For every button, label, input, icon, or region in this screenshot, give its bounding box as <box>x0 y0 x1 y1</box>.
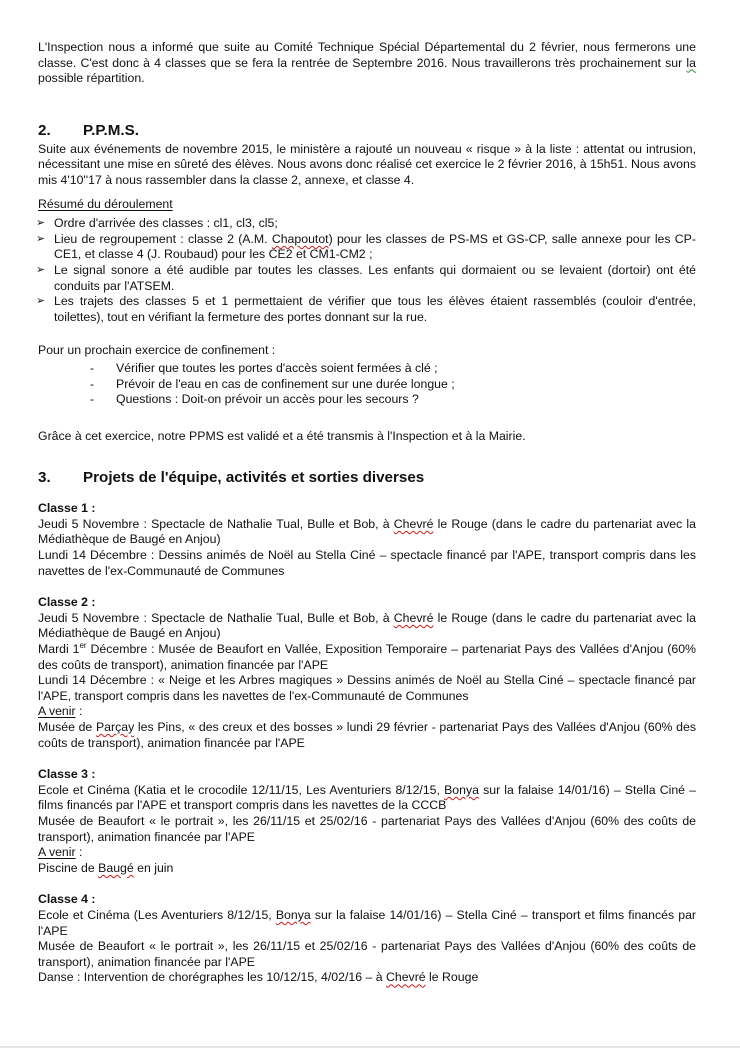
ordinal-superscript: er <box>79 640 87 650</box>
line-text: Piscine de <box>38 860 99 875</box>
classe-2-title: Classe 2 : <box>38 595 96 610</box>
a-venir-label <box>38 845 696 861</box>
bullet-text: Le signal sonore a été audible par toutes les classes. Les enfants qui dormaient ou se levaient (dortoir) ont été conduits par l'ATSEM. <box>54 262 696 293</box>
arrow-bullet-icon: ➢ <box>36 232 46 245</box>
bullet-text: Les trajets des classes 5 et 1 permettaient de vérifier que tous les élèves étaient rassemblés (couloir d'entrée, toilettes), tout en vérifiant la fermeture des portes donnant sur la rue. <box>54 294 696 324</box>
classe-3-line: Musée de Beaufort « le portrait », les 26/11/15 et 25/02/16 - partenariat Pays des Vallées d'Anjou (60% des coûts de transport), animation financée par l'APE <box>38 813 696 844</box>
line-text: Jeudi 5 Novembre : Spectacle de Nathalie Tual, Bulle et Bob, à <box>38 516 394 531</box>
bullet-item <box>38 263 696 294</box>
dash-item-text: Vérifier que toutes les portes d'accès soient fermées à clé ; <box>116 360 438 375</box>
spell-flagged-word: Bonya <box>444 782 479 797</box>
spell-flagged-word: Parçay <box>95 720 135 734</box>
spell-flagged-word: Bonya <box>275 907 311 922</box>
dash-item-text: Questions : Doit-on prévoir un accès pour les secours ? <box>116 392 419 407</box>
classe-4-title: Classe 4 : <box>38 892 96 907</box>
line-text: en juin <box>133 860 174 875</box>
a-venir-text: A venir <box>38 845 76 860</box>
next-exercise-title: Pour un prochain exercice de confinement : <box>38 343 276 358</box>
classe-2-line <box>38 720 696 751</box>
classe-4-line: Musée de Beaufort « le portrait », les 26/11/15 et 25/02/16 - partenariat Pays des Vallées d'Anjou (60% des coûts de transport), animation financée par l'APE <box>38 939 696 969</box>
classe-1-line: Lundi 14 Décembre : Dessins animés de Noël au Stella Ciné – spectacle financé par l'APE, transport compris dans les navettes de l'ex-Communauté de Communes <box>38 548 696 578</box>
a-venir-colon: : <box>75 704 83 719</box>
classe-3-title: Classe 3 : <box>38 767 96 782</box>
next-exercise-list <box>38 361 696 408</box>
a-venir-colon: : <box>75 845 83 860</box>
arrow-bullet-icon: ➢ <box>36 263 46 276</box>
classe-3-line <box>38 861 696 877</box>
line-text: Musée de <box>38 720 96 734</box>
line-text: Danse : Intervention de chorégraphes les 10/12/15, 4/02/16 – à <box>38 970 386 985</box>
dash-item <box>90 377 696 393</box>
intro-paragraph <box>38 40 696 87</box>
section-number: 3. <box>38 469 51 487</box>
line-text: Mardi 1 <box>38 642 80 657</box>
bullet-item <box>38 232 696 263</box>
dash-item <box>90 361 696 377</box>
bullet-text: Ordre d'arrivée des classes : cl1, cl3, cl5; <box>54 216 278 231</box>
line-text: Ecole et Cinéma (Les Aventuriers 8/12/15, <box>38 907 276 922</box>
bullet-text: ) pour les classes de PS-MS et GS-CP, salle annexe pour les CP-CE1, et classe 4 (J. Roubaud) pour les CE2 et CM1-CM2 ; <box>54 231 696 262</box>
grammar-flagged-word: la <box>686 55 696 70</box>
section-title: Projets de l'équipe, activités et sorties diverses <box>83 469 425 487</box>
a-venir-label <box>38 704 696 720</box>
classe-1-title: Classe 1 : <box>38 501 96 516</box>
classe-2-line <box>38 611 696 642</box>
arrow-bullet-icon: ➢ <box>36 295 46 308</box>
section-number: 2. <box>38 121 51 139</box>
line-text: Ecole et Cinéma (Katia et le crocodile 12/11/15, Les Aventuriers 8/12/15, <box>38 782 445 797</box>
section-heading-projects <box>38 468 696 487</box>
page-bottom-divider <box>0 1046 740 1048</box>
line-text: sur la falaise 14/01/16) – Stella Ciné – films financés par l'APE et transport compris dans les navettes de la CCCB <box>38 782 696 813</box>
line-text: Jeudi 5 Novembre : Spectacle de Nathalie Tual, Bulle et Bob, à <box>38 610 394 625</box>
spell-flagged-word: Baugé <box>98 860 134 875</box>
spell-flagged-word: Chevré <box>385 970 426 985</box>
intro-text-start: L'Inspection nous a informé que suite au Comité Technique Spécial Départemental du 2 février, nous fermerons une classe. C'est donc à 4 classes que se fera la rentrée de Septembre 2016. Nous travaillerons très prochainement sur <box>38 40 696 70</box>
classe-2-line: Lundi 14 Décembre : « Neige et les Arbres magiques » Dessins animés de Noël au Stella Ciné – spectacle financé par l'APE, transport compris dans les navettes de l'ex-Communauté de Communes <box>38 673 696 703</box>
a-venir-text: A venir <box>38 704 76 719</box>
line-text: sur la falaise 14/01/16) – Stella Ciné – transport et films financés par l'APE <box>38 907 696 938</box>
dash-bullet-icon: - <box>90 376 95 391</box>
dash-item <box>90 392 696 408</box>
classe-4-line <box>38 908 696 939</box>
classe-3-line <box>38 783 696 814</box>
summary-bullet-list <box>38 216 696 325</box>
section-title: P.P.M.S. <box>83 121 140 139</box>
arrow-bullet-icon: ➢ <box>36 217 46 230</box>
bullet-item <box>38 216 696 232</box>
line-text: Décembre : Musée de Beaufort en Vallée, Exposition Temporaire – partenariat Pays des Vallées d'Anjou (60% des coûts de transport), animation financée par l'APE <box>38 642 696 672</box>
summary-title: Résumé du déroulement <box>38 196 173 211</box>
spell-flagged-word: Chevré <box>393 610 434 625</box>
line-text: le Rouge <box>425 970 479 985</box>
line-text: le Rouge (dans le cadre du partenariat avec la Médiathèque de Baugé en Anjou) <box>38 610 696 641</box>
dash-bullet-icon: - <box>90 392 95 407</box>
ppms-paragraph: Suite aux événements de novembre 2015, le ministère a rajouté un nouveau « risque » à la liste : attentat ou intrusion, nécessitant une mise en sûreté des élèves. Nous avons donc réalisé cet exercice le 2 février 2016, à 15h51. Nous avons mis 4'10''17 à nous rassembler dans la classe 2, annexe, et classe 4. <box>38 141 696 187</box>
intro-text-end: possible répartition. <box>38 71 145 86</box>
spell-flagged-word: Chevré <box>393 516 434 531</box>
spell-flagged-word: Chapoutot <box>271 231 329 246</box>
bullet-item <box>38 294 696 325</box>
classe-4-line <box>38 970 696 986</box>
line-text: le Rouge (dans le cadre du partenariat avec la Médiathèque de Baugé en Anjou) <box>38 516 696 547</box>
dash-item-text: Prévoir de l'eau en cas de confinement sur une durée longue ; <box>116 376 455 391</box>
bullet-text: Lieu de regroupement : classe 2 (A.M. <box>54 231 272 246</box>
dash-bullet-icon: - <box>90 360 95 375</box>
line-text: les Pins, « des creux et des bosses » lundi 29 février - partenariat Pays des Vallées d'Anjou (60% des coûts de transport), animation financée par l'APE <box>38 720 696 750</box>
classe-1-line <box>38 517 696 548</box>
section-heading-ppms <box>38 121 696 140</box>
ppms-conclusion: Grâce à cet exercice, notre PPMS est validé et a été transmis à l'Inspection et à la Mairie. <box>38 428 526 443</box>
classe-2-line <box>38 642 696 673</box>
